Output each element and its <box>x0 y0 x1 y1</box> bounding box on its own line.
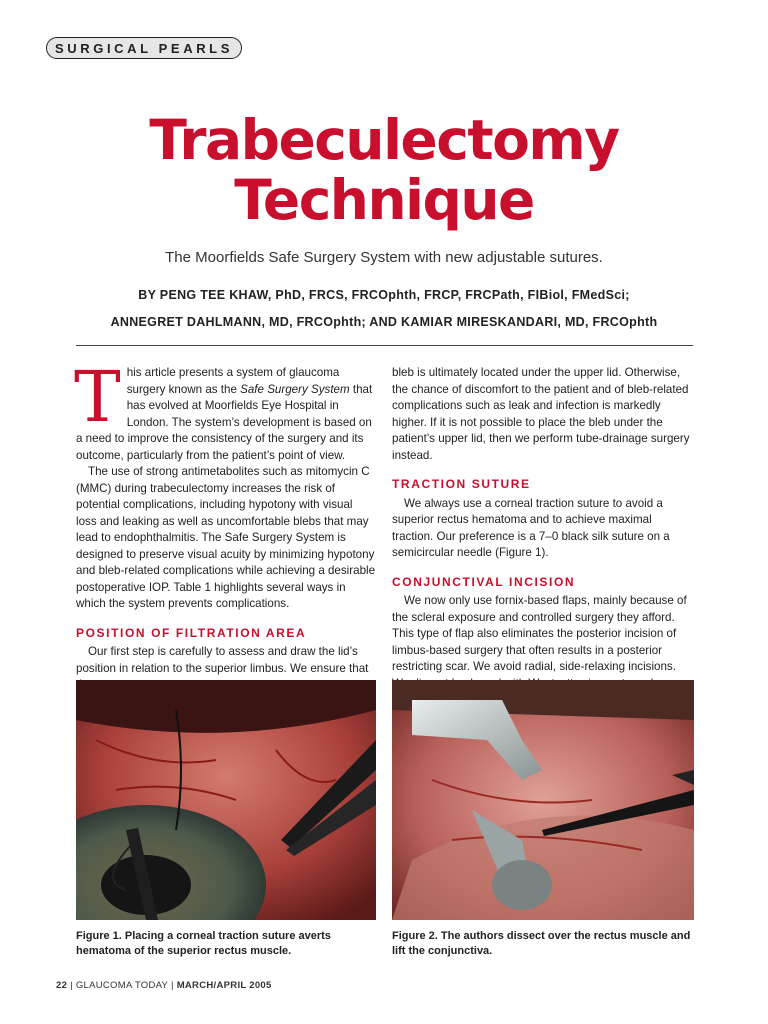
page-number: 22 <box>56 980 68 991</box>
title-line-2: Technique <box>234 168 534 232</box>
position-paragraph: Our first step is carefully to assess and draw the lid’s position in relation to the superior limbus. We ensure that <box>76 645 369 675</box>
heading-conjunctival: CONJUNCTIVAL INCISION <box>392 574 576 589</box>
page-footer <box>56 980 272 991</box>
figure-2-caption: Figure 2. The authors dissect over the rectus muscle and lift the conjunctiva. <box>392 930 691 957</box>
article-subtitle: The Moorfields Safe Surgery System with new adjustable sutures. <box>165 249 603 266</box>
byline-line-1: BY PENG TEE KHAW, PhD, FRCS, FRCOphth, FRCP, FRCPath, FIBiol, FMedSci; <box>138 288 630 302</box>
figure-2-image <box>392 680 694 920</box>
text-column-left <box>74 356 376 694</box>
header-divider <box>76 345 693 346</box>
heading-position: POSITION OF FILTRATION AREA <box>76 625 307 640</box>
section-kicker: SURGICAL PEARLS <box>46 37 242 59</box>
heading-traction: TRACTION SUTURE <box>392 477 531 491</box>
bleb-paragraph: bleb is ultimately located under the upper lid. Otherwise, the chance of discomfort to the patient and of bleb-related complications such as leak and infection is markedly higher. If it is not possible to place the bleb under the patient’s upper lid, then we perform tube-drainage surgery instead. <box>392 366 690 462</box>
intro-text-b: that has evolved at Moorfields Eye Hospital in London. The system’s development is based on a need to improve the consistency of the surgery and its outcome, particularly from the patient’s point of view. <box>76 382 373 462</box>
intro-emphasis: Safe Surgery System <box>240 382 350 396</box>
magazine-name: GLAUCOMA TODAY <box>75 980 169 991</box>
intro-text-a: his article presents a system of glaucoma surgery known as the <box>126 366 340 396</box>
conjunctival-paragraph: We now only use fornix-based flaps, mainly because of the scleral exposure and controlled surgery they afford. This type of flap also eliminates the posterior incision of limbus-based surgery that often results in a posterior restricting scar. We avoid radial, side-relaxing incisions. <box>392 594 687 673</box>
footer-separator-2: | <box>168 980 177 991</box>
byline-line-2: ANNEGRET DAHLMANN, MD, FRCOphth; AND KAMIAR MIRESKANDARI, MD, FRCOphth <box>110 315 658 329</box>
issue-date: MARCH/APRIL 2005 <box>176 980 272 991</box>
traction-paragraph: We always use a corneal traction suture to avoid a superior rectus hematoma and to achieve maximal traction. Our preference is a 7–0 black silk suture on a semicircular needle (Figure 1). <box>392 496 670 559</box>
drop-cap: T <box>74 356 121 438</box>
antimetabolite-paragraph: The use of strong antimetabolites such as mitomycin C (MMC) during trabeculectomy increases the risk of potential complications, including hypotony with visual loss and leaking as well as uncomfortable blebs that may lead to endophthalmitis. The Safe Surgery System is designed to preserve visual acuity by minimizing hypotony and bleb-related complications while achieving a desirable postoperative IOP. Table 1 highlights several ways in which the system prevents complications. <box>76 465 376 610</box>
figure-1-caption: Figure 1. Placing a corneal traction suture averts hematoma of the superior rectus muscle. <box>76 930 331 957</box>
text-column-right <box>392 365 694 709</box>
footer-separator-1: | <box>67 980 76 991</box>
title-line-1: Trabeculectomy <box>149 108 619 172</box>
intro-paragraph <box>74 356 376 464</box>
figure-1-image <box>76 680 376 920</box>
article-title <box>0 110 768 230</box>
